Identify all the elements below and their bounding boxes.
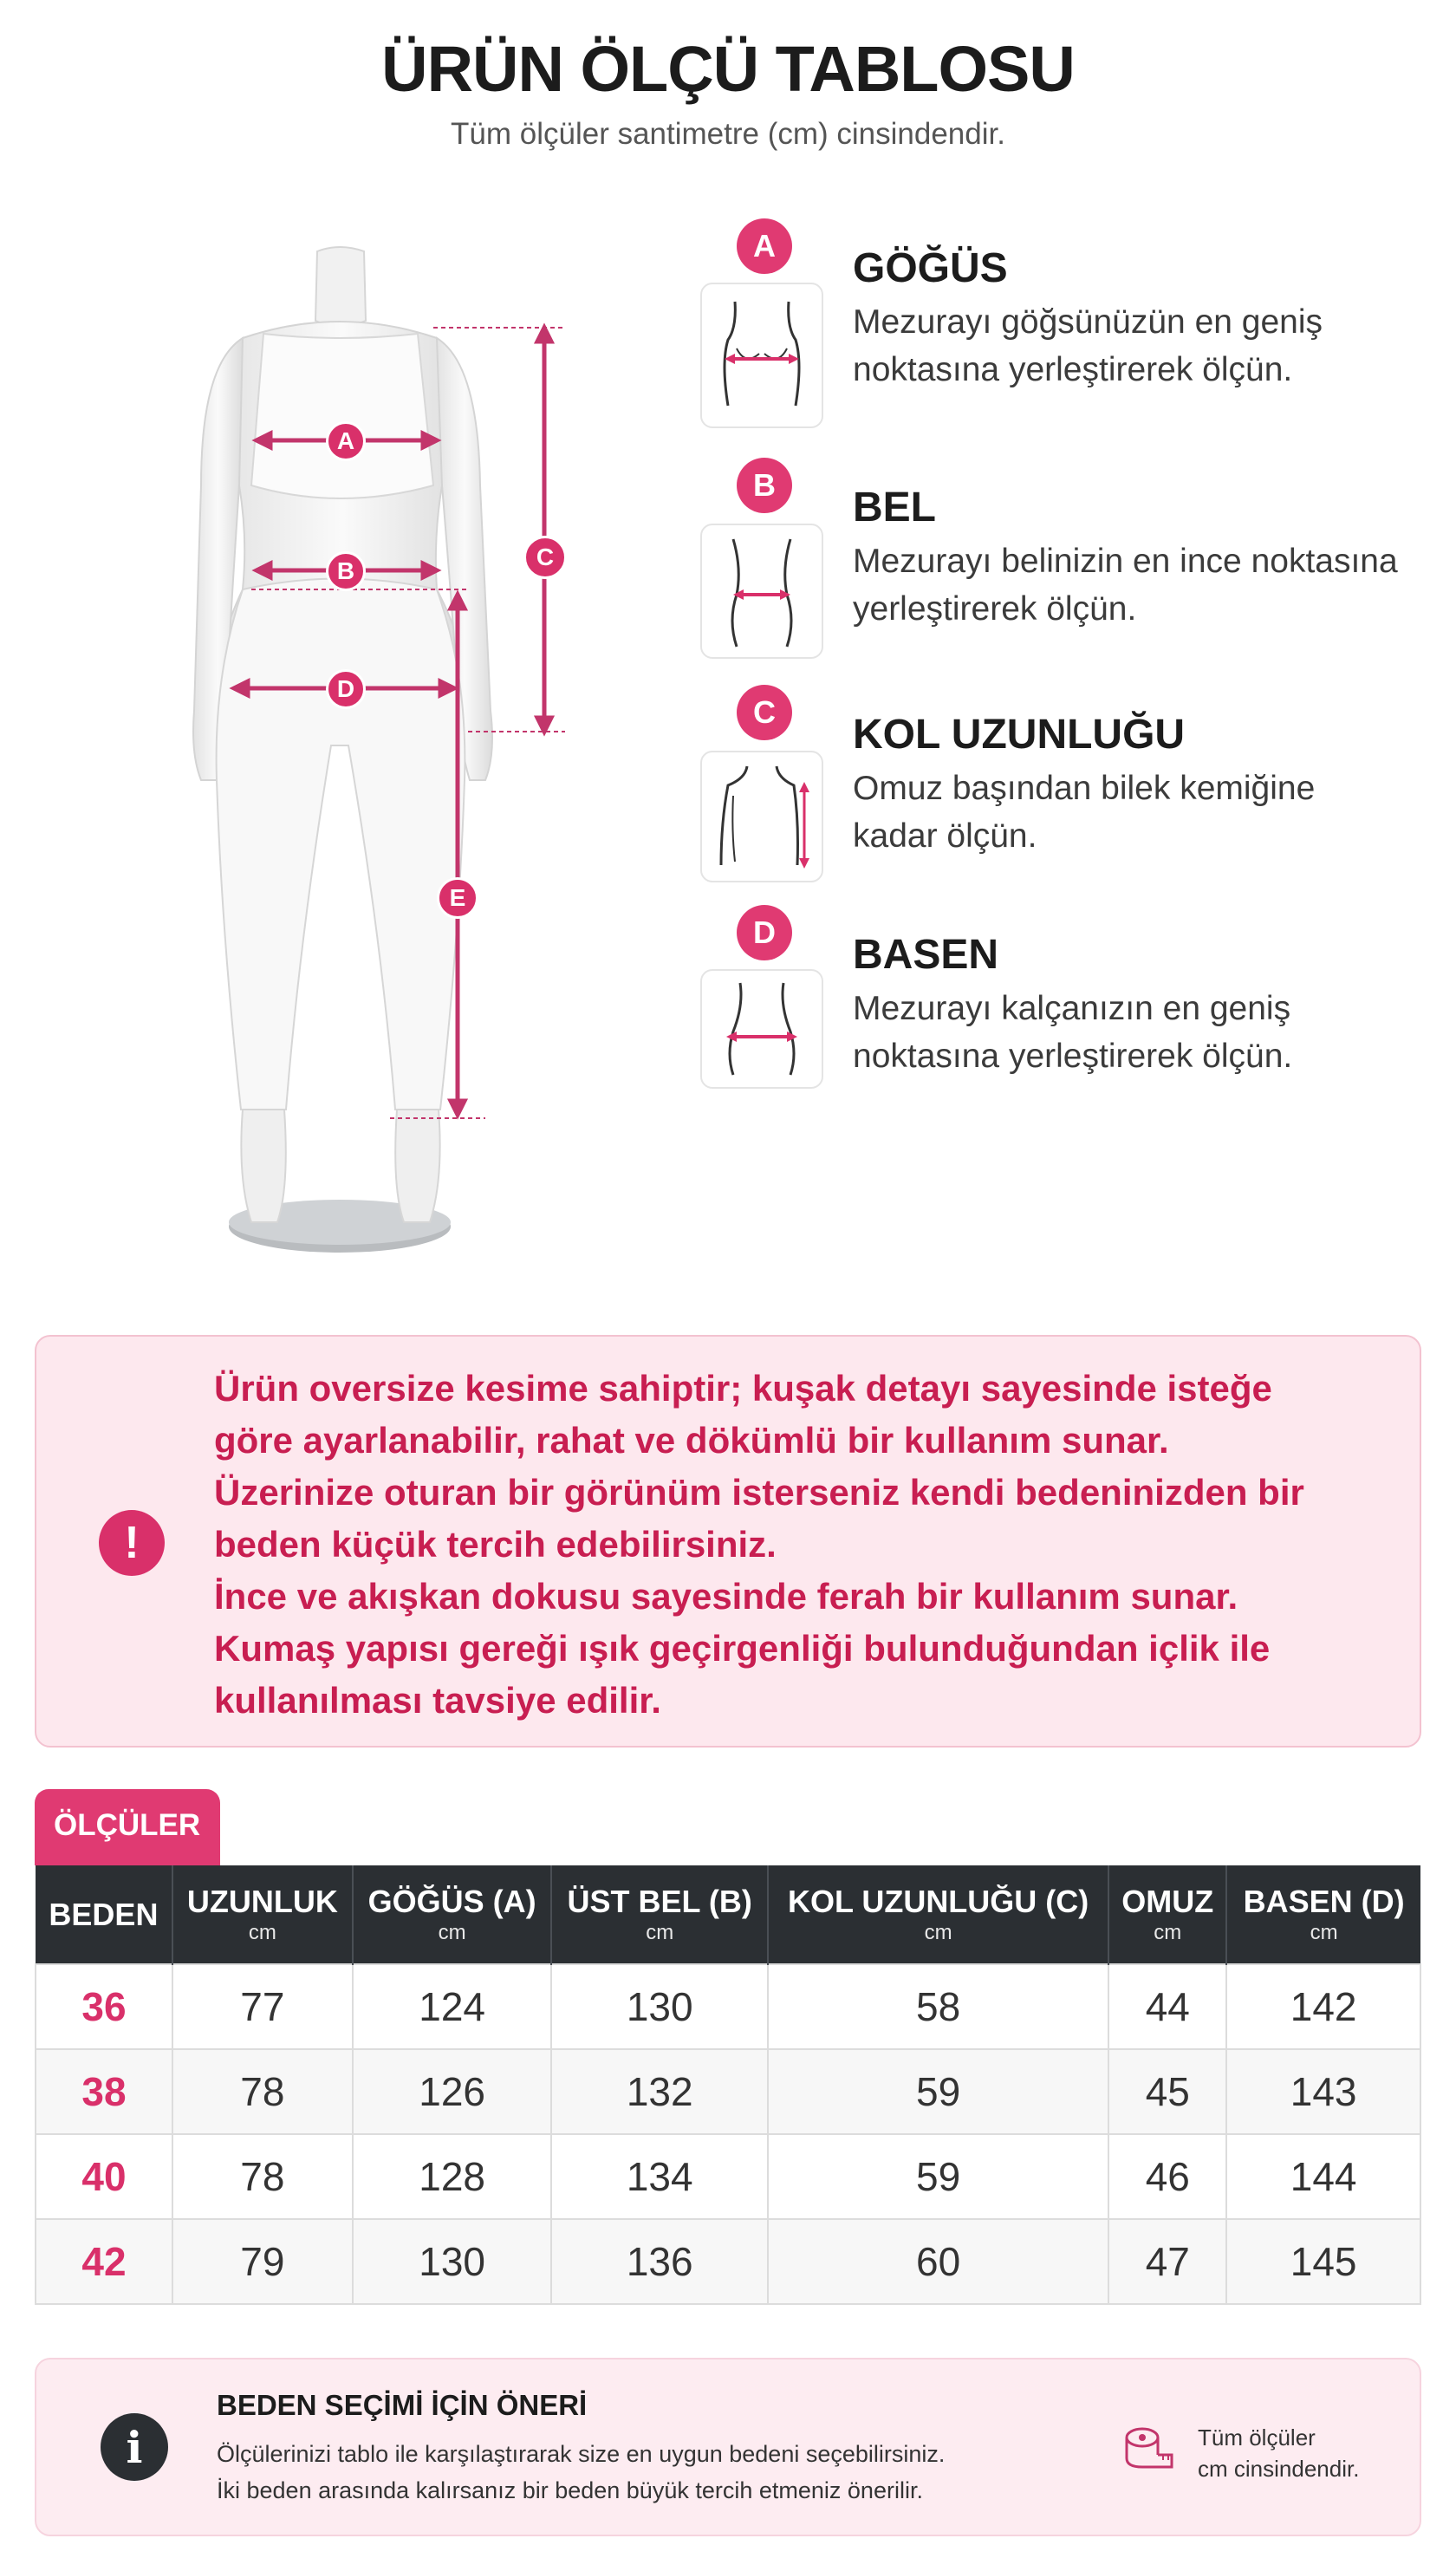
unit-note — [1198, 2422, 1359, 2484]
fit-warning-text — [214, 1363, 1401, 1727]
table-cell: 130 — [353, 2219, 552, 2304]
column-header-length — [172, 1865, 353, 1964]
marker-e: E — [437, 877, 478, 919]
size-advice-box — [35, 2358, 1421, 2536]
column-header-hip — [1226, 1865, 1420, 1964]
column-header-shoulder — [1108, 1865, 1226, 1964]
mannequin-illustration — [104, 225, 589, 1266]
arm-length-diagram-icon — [700, 751, 823, 882]
measurement-waist — [700, 458, 1446, 674]
table-cell: 45 — [1108, 2049, 1226, 2134]
table-cell: 130 — [551, 1964, 767, 2049]
measuring-tape-icon — [1123, 2425, 1175, 2474]
column-header-chest — [353, 1865, 552, 1964]
table-cell: 58 — [768, 1964, 1108, 2049]
info-icon: i — [101, 2413, 168, 2481]
warning-line: İnce ve akışkan dokusu sayesinde ferah bir kullanım sunar. — [214, 1576, 1238, 1617]
size-table — [35, 1865, 1421, 2305]
measurement-description-line: Mezurayı kalçanızın en geniş — [853, 990, 1291, 1027]
table-cell: 78 — [172, 2134, 353, 2219]
table-row — [36, 2049, 1420, 2134]
table-cell: 136 — [551, 2219, 767, 2304]
table-cell: 126 — [353, 2049, 552, 2134]
table-cell: 78 — [172, 2049, 353, 2134]
table-cell: 134 — [551, 2134, 767, 2219]
table-cell: 77 — [172, 1964, 353, 2049]
measurement-description — [853, 985, 1442, 1080]
column-header-label: BASEN (D) — [1243, 1883, 1405, 1919]
exclamation-icon: ! — [99, 1510, 165, 1576]
measurement-title: GÖĞÜS — [853, 245, 1008, 291]
fit-warning-box — [35, 1335, 1421, 1748]
table-cell: 79 — [172, 2219, 353, 2304]
measurement-description-line: Mezurayı göğsünüzün en geniş — [853, 303, 1323, 341]
warning-line: kullanılması tavsiye edilir. — [214, 1680, 661, 1721]
measurement-title: BASEN — [853, 932, 999, 978]
table-cell: 59 — [768, 2049, 1108, 2134]
warning-line: Üzerinize oturan bir görünüm isterseniz kendi bedeninizden bir — [214, 1472, 1304, 1513]
measurement-description — [853, 298, 1442, 394]
size-cell: 42 — [36, 2219, 172, 2304]
size-cell: 38 — [36, 2049, 172, 2134]
warning-line: Kumaş yapısı gereği ışık geçirgenliği bulunduğundan içlik ile — [214, 1628, 1271, 1669]
size-cell: 36 — [36, 1964, 172, 2049]
warning-line: göre ayarlanabilir, rahat ve dökümlü bir kullanım sunar. — [214, 1420, 1169, 1461]
measurement-description — [853, 765, 1442, 860]
measurement-letter-badge: A — [737, 218, 792, 274]
table-cell: 132 — [551, 2049, 767, 2134]
marker-a: A — [326, 421, 366, 461]
measurement-description-line: Mezurayı belinizin en ince noktasına — [853, 543, 1398, 580]
mannequin-figure — [104, 225, 589, 1266]
hip-diagram-icon — [700, 969, 823, 1089]
measurements-tab: ÖLÇÜLER — [35, 1789, 220, 1865]
measurement-arm-length — [700, 685, 1446, 901]
column-header-size — [36, 1865, 172, 1964]
table-cell: 59 — [768, 2134, 1108, 2219]
measurement-description-line: yerleştirerek ölçün. — [853, 590, 1137, 628]
table-cell: 60 — [768, 2219, 1108, 2304]
table-cell: 128 — [353, 2134, 552, 2219]
table-cell: 46 — [1108, 2134, 1226, 2219]
table-cell: 142 — [1226, 1964, 1420, 2049]
measurement-hip — [700, 905, 1446, 1122]
size-table-header-row — [36, 1865, 1420, 1964]
column-header-label: UZUNLUK — [186, 1883, 338, 1919]
column-header-label: BEDEN — [49, 1896, 159, 1932]
column-header-label: ÜST BEL (B) — [567, 1883, 752, 1919]
column-header-unit: cm — [1310, 1920, 1338, 1944]
column-header-unit: cm — [646, 1920, 674, 1944]
column-header-unit: cm — [248, 1920, 276, 1944]
waist-diagram-icon — [700, 524, 823, 659]
measurement-title: BEL — [853, 485, 936, 530]
table-row — [36, 1964, 1420, 2049]
size-advice-line: İki beden arasında kalırsanız bir beden büyük tercih etmeniz önerilir. — [217, 2477, 923, 2503]
table-row — [36, 2134, 1420, 2219]
column-header-label: OMUZ — [1121, 1883, 1214, 1919]
table-cell: 124 — [353, 1964, 552, 2049]
measurement-letter-badge: B — [737, 458, 792, 513]
measurement-description-line: noktasına yerleştirerek ölçün. — [853, 351, 1293, 388]
marker-d: D — [326, 669, 366, 709]
warning-line: beden küçük tercih edebilirsiniz. — [214, 1524, 777, 1565]
page-subtitle: Tüm ölçüler santimetre (cm) cinsindendir. — [451, 117, 1005, 151]
column-header-label: KOL UZUNLUĞU (C) — [787, 1883, 1089, 1919]
column-header-upper-waist — [551, 1865, 767, 1964]
table-cell: 47 — [1108, 2219, 1226, 2304]
measurement-title: KOL UZUNLUĞU — [853, 712, 1186, 758]
measurement-letter-badge: C — [737, 685, 792, 740]
size-cell: 40 — [36, 2134, 172, 2219]
page-header — [0, 26, 1456, 156]
measurement-letter-badge: D — [737, 905, 792, 960]
measurement-description-line: noktasına yerleştirerek ölçün. — [853, 1038, 1293, 1075]
page-title: ÜRÜN ÖLÇÜ TABLOSU — [381, 33, 1075, 105]
table-row — [36, 2219, 1420, 2304]
table-cell: 144 — [1226, 2134, 1420, 2219]
marker-c: C — [523, 536, 567, 579]
size-advice-title: BEDEN SEÇİMİ İÇİN ÖNERİ — [217, 2389, 588, 2421]
measurement-description-line: kadar ölçün. — [853, 817, 1037, 855]
measurement-description-line: Omuz başından bilek kemiğine — [853, 770, 1316, 807]
column-header-label: GÖĞÜS (A) — [367, 1883, 536, 1919]
column-header-unit: cm — [438, 1920, 466, 1944]
measurement-chest — [700, 218, 1446, 435]
column-header-unit: cm — [1154, 1920, 1182, 1944]
table-cell: 145 — [1226, 2219, 1420, 2304]
measurement-description — [853, 537, 1442, 633]
chest-diagram-icon — [700, 283, 823, 428]
column-header-arm-length — [768, 1865, 1108, 1964]
marker-b: B — [326, 551, 366, 591]
column-header-unit: cm — [924, 1920, 952, 1944]
table-cell: 44 — [1108, 1964, 1226, 2049]
size-advice-line: Ölçülerinizi tablo ile karşılaştırarak size en uygun bedeni seçebilirsiniz. — [217, 2441, 946, 2467]
table-cell: 143 — [1226, 2049, 1420, 2134]
warning-line: Ürün oversize kesime sahiptir; kuşak detayı sayesinde isteğe — [214, 1368, 1272, 1409]
unit-note-line: Tüm ölçüler — [1198, 2425, 1316, 2451]
unit-note-line: cm cinsindendir. — [1198, 2456, 1360, 2482]
